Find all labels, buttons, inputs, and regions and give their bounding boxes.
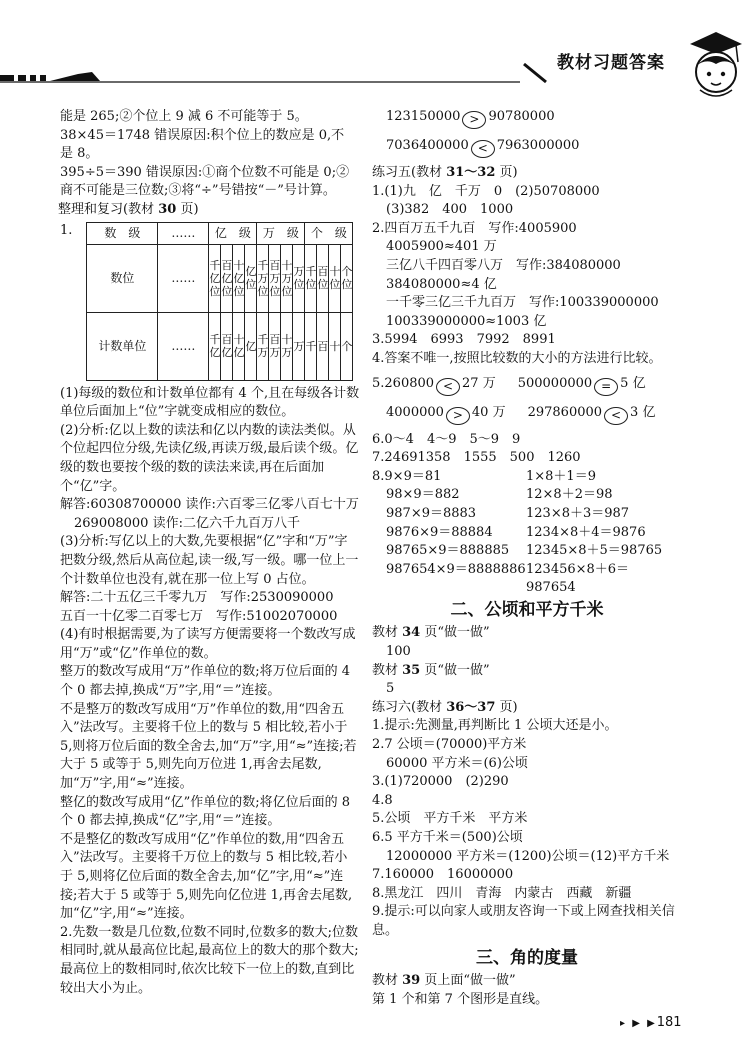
multiplication-row bbox=[372, 542, 682, 561]
paragraph: (3)分析:写亿以上的大数,先要根据“亿”字和“万”字把数分级,然后从高位起,读一级,写一级。哪一位上一个计数单位也没有,就在那一位上写 0 占位。 bbox=[60, 534, 359, 587]
th-wan: 万 级 bbox=[257, 222, 305, 244]
digit-place-cell: 十 万 位 bbox=[281, 244, 293, 312]
answer-line: 解答:60308700000 读作:六百零三亿零八百七十万 bbox=[60, 497, 359, 513]
arrow-icons: ▸ ▶ ▶ bbox=[620, 1018, 657, 1029]
row-label-units: 计数单位 bbox=[87, 312, 158, 380]
multiplication-row bbox=[372, 524, 682, 543]
answer-line: 4.答案不唯一,按照比较数的大小的方法进行比较。 bbox=[372, 350, 662, 366]
text-line: 395÷5＝390 错误原因:①商个位数不可能是 0;② bbox=[60, 164, 350, 180]
text-line: 能是 265;②个位上 9 减 6 不可能等于 5。 bbox=[60, 109, 308, 124]
answer-line: 7.160000 16000000 bbox=[372, 867, 514, 883]
paragraph: 整万的数改写成用“万”作单位的数;将万位后面的 4 个 0 都去掉,换成“万”字,用“＝”连接。 bbox=[60, 664, 351, 699]
counting-unit-cell: 百 bbox=[317, 312, 329, 380]
paragraph: (4)有时根据需要,为了读写方便需要将一个数改写成用“万”或“亿”作单位的数。 bbox=[60, 627, 356, 661]
equation-left: 987×9＝8883 bbox=[386, 505, 477, 521]
digit-place-cell: 千 位 bbox=[305, 244, 317, 312]
counting-unit-cell: 十 bbox=[329, 312, 341, 380]
text-line: 是 8。 bbox=[60, 146, 99, 162]
multiplication-row bbox=[372, 486, 682, 505]
answer-line: 100339000000≈1003 亿 bbox=[386, 313, 547, 329]
digit-place-cell: 千 万 位 bbox=[257, 244, 269, 312]
digit-place-cell: 百 万 位 bbox=[269, 244, 281, 312]
multiplication-list bbox=[372, 468, 682, 598]
th-dots: …… bbox=[158, 222, 209, 244]
multiplication-row bbox=[372, 468, 682, 487]
counting-unit-cell: 亿 bbox=[245, 312, 257, 380]
answer-line: 269008000 读作:二亿六千九百万八千 bbox=[74, 515, 300, 531]
right-column bbox=[372, 108, 682, 1009]
counting-unit-cell: 万 bbox=[293, 312, 305, 380]
digit-place-cell: 百 位 bbox=[317, 244, 329, 312]
answer-line: 2.7 公顷＝(70000)平方米 bbox=[372, 737, 527, 753]
paragraph: (1)每级的数位和计数单位都有 4 个,且在每级各计数单位后面加上“位”字就变成相应的数位。 bbox=[60, 385, 360, 420]
answer-line: (3)382 400 1000 bbox=[386, 202, 514, 218]
answer-line: 6.5 平方千米＝(500)公顷 bbox=[372, 830, 523, 845]
answer-line: 12000000 平方米＝(1200)公顷＝(12)平方千米 bbox=[386, 848, 670, 864]
page-header bbox=[0, 0, 750, 110]
dots-cell: …… bbox=[158, 312, 209, 380]
th-yi: 亿 级 bbox=[209, 222, 257, 244]
compare-sign: = bbox=[594, 378, 618, 396]
answer-line: 解答:二十五亿三千零九万 写作:2530090000 bbox=[60, 590, 334, 606]
compare-line: 7036400000 < 7963000000 bbox=[372, 137, 682, 158]
section-title: 二、公顷和平方千米 bbox=[450, 599, 604, 620]
answer-line: 384080000≈4 亿 bbox=[386, 276, 497, 292]
answer-line: 第 1 个和第 7 个图形是直线。 bbox=[372, 991, 549, 1007]
answer-line: 3.5994 6993 7992 8991 bbox=[372, 332, 556, 348]
answer-line: 三亿八千四百零八万 写作:384080000 bbox=[386, 257, 621, 273]
compare-sign: < bbox=[471, 140, 495, 158]
left-column bbox=[60, 108, 360, 998]
compare-sign: > bbox=[446, 407, 470, 425]
counting-unit-cell: 个 bbox=[341, 312, 353, 380]
digit-place-cell: 亿 位 bbox=[245, 244, 257, 312]
th-ge: 个 级 bbox=[305, 222, 353, 244]
exercise-heading: 练习六(教材 36～37 页) bbox=[372, 699, 518, 715]
place-value-table bbox=[86, 222, 353, 381]
answer-line: 3.(1)720000 (2)290 bbox=[372, 774, 509, 790]
digit-place-cell: 千 亿 位 bbox=[209, 244, 221, 312]
answer-line: 4005900≈401 万 bbox=[386, 239, 497, 255]
counting-unit-cell: 十 万 bbox=[281, 312, 293, 380]
digit-place-cell: 百 亿 位 bbox=[221, 244, 233, 312]
text-line: 38×45＝1748 错误原因:积个位上的数应是 0,不 bbox=[60, 127, 345, 143]
header-title: 教材习题答案 bbox=[557, 53, 665, 73]
counting-unit-cell: 千 bbox=[305, 312, 317, 380]
exercise-heading: 教材 39 页上面“做一做” bbox=[372, 973, 516, 989]
th-level: 数 级 bbox=[87, 222, 158, 244]
compare-sign: > bbox=[462, 111, 486, 129]
answer-line: 60000 平方米＝(6)公顷 bbox=[386, 755, 528, 771]
equation-left: 987654×9＝8888886 bbox=[386, 561, 526, 577]
equation-left: 98765×9＝888885 bbox=[386, 543, 510, 559]
answer-line: 五百一十亿零二百零七万 写作:51002070000 bbox=[60, 608, 338, 624]
exercise-heading: 练习五(教材 31～32 页) bbox=[372, 165, 518, 180]
digit-place-cell: 十 位 bbox=[329, 244, 341, 312]
exercise-heading: 教材 35 页“做一做” bbox=[372, 662, 490, 678]
place-value-block bbox=[60, 222, 360, 385]
answer-line: 7.24691358 1555 500 1260 bbox=[372, 450, 581, 466]
equation-right: 1×8＋1＝9 bbox=[526, 468, 596, 484]
counting-unit-cell: 百 万 bbox=[269, 312, 281, 380]
answer-line: 4.8 bbox=[372, 792, 393, 808]
student-cartoon-icon bbox=[682, 28, 744, 102]
answer-line: 5.公顷 平方千米 平方米 bbox=[372, 811, 528, 827]
answer-line: 100 bbox=[386, 644, 411, 660]
section-title: 三、角的度量 bbox=[476, 947, 578, 968]
answer-line: 1.(1)九 亿 千万 0 (2)50708000 bbox=[372, 183, 600, 199]
exercise-heading: 教材 34 页“做一做” bbox=[372, 625, 490, 641]
multiplication-row bbox=[372, 561, 682, 598]
digit-place-cell: 万 位 bbox=[293, 244, 305, 312]
equation-right: 12345×8＋5＝98765 bbox=[526, 543, 663, 559]
row-label-digits: 数位 bbox=[87, 244, 158, 312]
digit-place-cell: 个 位 bbox=[341, 244, 353, 312]
digit-place-cell: 十 亿 位 bbox=[233, 244, 245, 312]
page-number: ▸ ▶ ▶181 bbox=[620, 1015, 682, 1030]
compare-sign: < bbox=[436, 378, 460, 396]
answer-line: 9.提示:可以向家人或朋友咨询一下或上网查找相关信息。 bbox=[372, 904, 675, 938]
compare-sign: < bbox=[604, 407, 628, 425]
dots-cell: …… bbox=[158, 244, 209, 312]
review-heading: 整理和复习(教材 30 页) bbox=[58, 201, 199, 217]
compare-line: 4000000 > 40 万 297860000 < 3 亿 bbox=[372, 404, 682, 425]
answer-line: 一千零三亿三千九百万 写作:100339000000 bbox=[386, 295, 659, 311]
equation-right: 123456×8＋6＝987654 bbox=[526, 561, 630, 596]
paragraph: 2.先数一数是几位数,位数不同时,位数多的数大;位数相同时,就从最高位比起,最高位上的数大的那个数大;最高位上的数相同时,依次比较下一位上的数,直到比较出大小为止。 bbox=[60, 924, 359, 996]
equation-left: 9876×9＝88884 bbox=[386, 524, 493, 540]
item-number: 1. bbox=[60, 222, 73, 238]
answer-line: 1.提示:先测量,再判断比 1 公顷大还是小。 bbox=[372, 718, 618, 734]
paragraph: 整亿的数改写成用“亿”作单位的数;将亿位后面的 8 个 0 都去掉,换成“亿”字,用“＝”连接。 bbox=[60, 794, 351, 829]
equation-right: 12×8＋2＝98 bbox=[526, 487, 613, 503]
paragraph: 不是整万的数改写成用“万”作单位的数,用“四舍五入”法改写。主要将千位上的数与 5 相比较,若小于 5,则将万位后面的数全舍去,加“万”字,用“≈”连接;若大于 5 或等于 5,则先向万位进 1,再舍去尾数,加“万”字,用“≈”连接。 bbox=[60, 701, 357, 792]
paragraph: 不是整亿的数改写成用“亿”作单位的数,用“四舍五入”法改写。主要将千万位上的数与 5 相比较,若小于 5,则将亿位后面的数全舍去,加“亿”字,用“≈”连接;若大于 5 或等于 5,则先向亿位进 1,再舍去尾数,加“亿”字,用“≈”连接。 bbox=[60, 831, 353, 922]
text-line: 商不可能是三位数;③将“÷”号错按“－”号计算。 bbox=[60, 183, 336, 199]
answer-line: 5 bbox=[386, 681, 395, 697]
equation-right: 1234×8＋4＝9876 bbox=[526, 524, 646, 540]
paragraph: (2)分析:亿以上数的读法和亿以内数的读法类似。从个位起四位分级,先读亿级,再读万级,最后读个级。亿级的数也要按个级的数的读法来读,再在后面加个“亿”字。 bbox=[60, 422, 359, 494]
answer-line: 8.黑龙江 四川 青海 内蒙古 西藏 新疆 bbox=[372, 885, 632, 901]
answer-line: 2.四百万五千九百 写作:4005900 bbox=[372, 220, 577, 236]
compare-line: 5.260800 < 27 万 500000000 = 5 亿 bbox=[372, 375, 682, 396]
equation-left: 8.9×9＝81 bbox=[372, 468, 442, 484]
counting-unit-cell: 千 万 bbox=[257, 312, 269, 380]
equation-left: 98×9＝882 bbox=[386, 487, 460, 503]
equation-right: 123×8＋3＝987 bbox=[526, 505, 630, 521]
multiplication-row bbox=[372, 505, 682, 524]
answer-line: 6.0～4 4～9 5～9 9 bbox=[372, 431, 521, 447]
compare-line: 123150000 > 90780000 bbox=[372, 108, 682, 129]
counting-unit-cell: 千 亿 bbox=[209, 312, 221, 380]
counting-unit-cell: 十 亿 bbox=[233, 312, 245, 380]
counting-unit-cell: 百 亿 bbox=[221, 312, 233, 380]
